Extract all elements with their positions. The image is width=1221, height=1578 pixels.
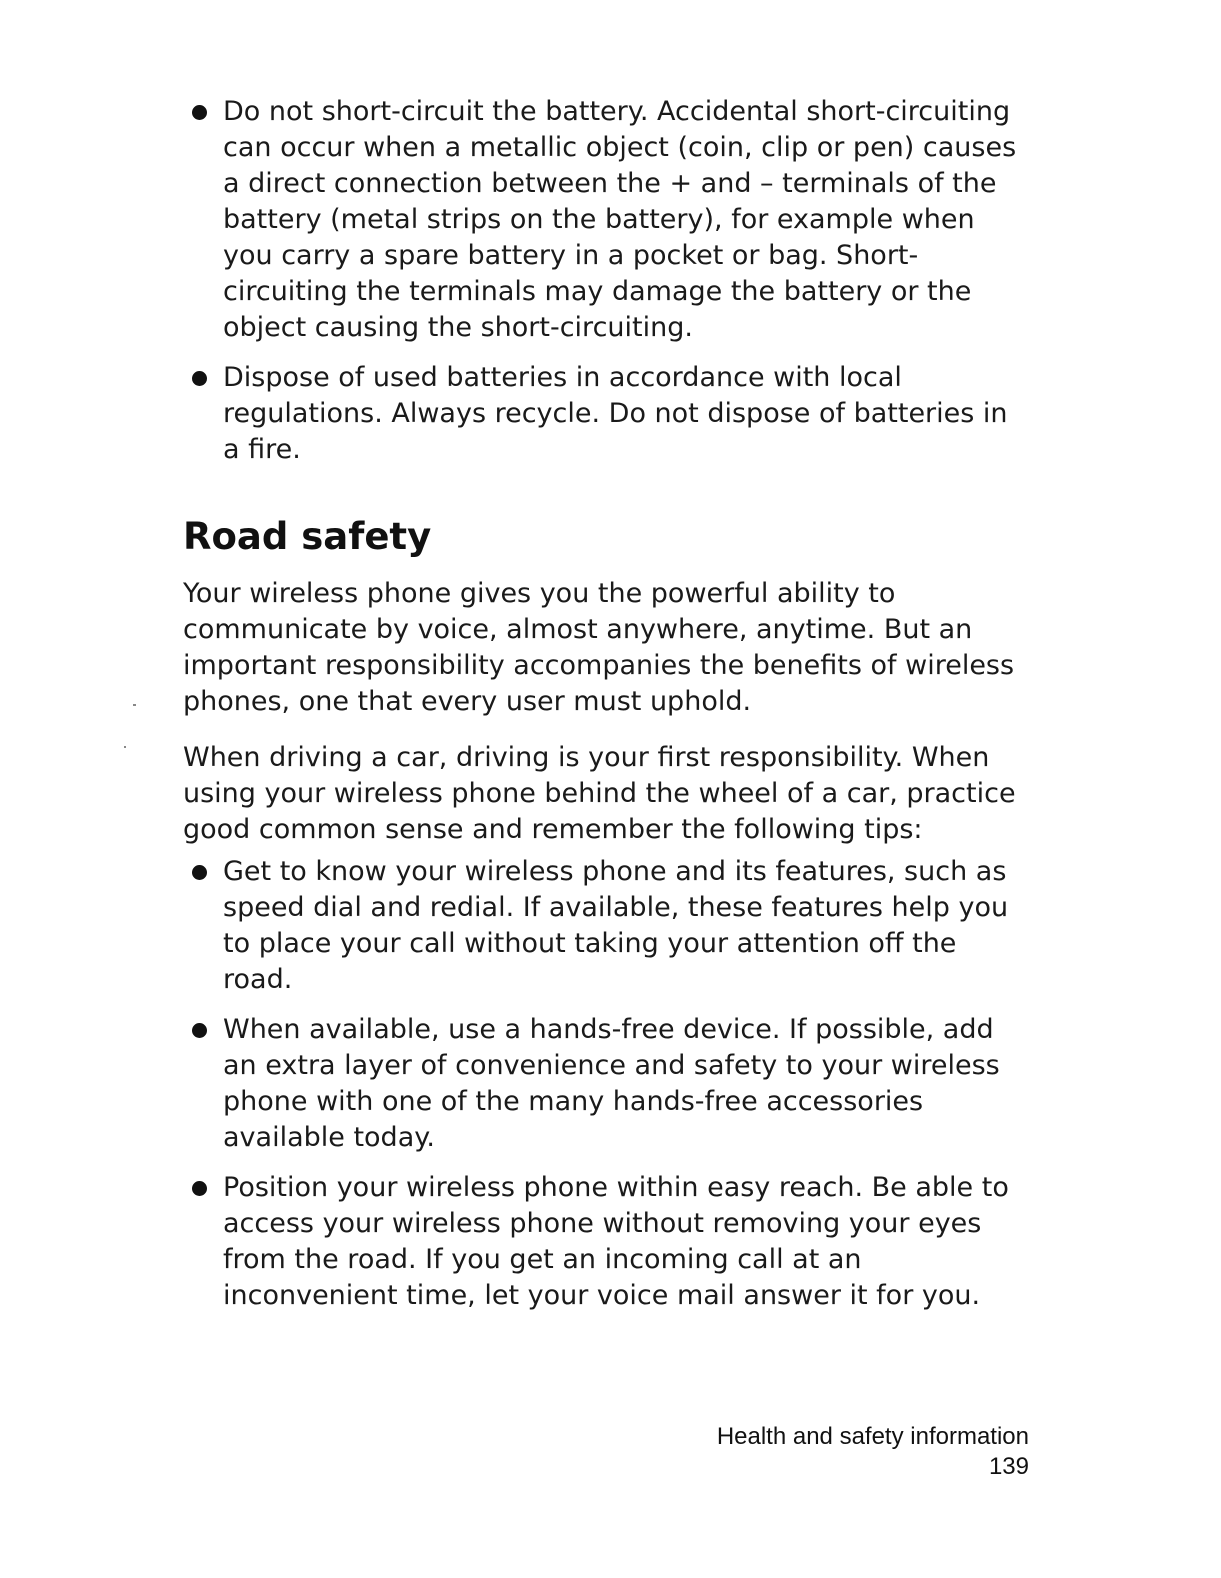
bullet-text: Get to know your wireless phone and its features, such as speed dial and redial. If available, these features help you to place your call without taking your attention off the road. [223, 856, 1009, 995]
intro-paragraph: Your wireless phone gives you the powerful ability to communicate by voice, almost anywhere, anytime. But an important responsibility accompanies the benefits of wireless phones, one that every user must uphold. [183, 578, 1015, 717]
list-item [190, 1012, 1030, 1156]
list-item [190, 1170, 1030, 1314]
bullet-icon [192, 1181, 207, 1196]
page-number: 139 [988, 1453, 1029, 1480]
scan-speck [124, 746, 126, 748]
footer-section-title: Health and safety information [716, 1423, 1029, 1450]
driving-tips-list [190, 854, 1030, 1328]
list-item [190, 94, 1030, 346]
section-heading: Road safety [183, 515, 432, 558]
bullet-text: When available, use a hands-free device. If possible, add an extra layer of convenience and safety to your wireless phone with one of the many hands-free accessories available today. [223, 1014, 1000, 1153]
bullet-text: Dispose of used batteries in accordance with local regulations. Always recycle. Do not dispose of batteries in a fire. [223, 362, 1008, 465]
list-item [190, 854, 1030, 998]
bullet-icon [192, 371, 207, 386]
bullet-text: Do not short-circuit the battery. Accidental short-circuiting can occur when a metallic object (coin, clip or pen) causes a direct connection between the + and – terminals of the battery (metal strips on the battery), for example when you carry a spare battery in a pocket or bag. Short-circuiting the terminals may damage the battery or the object causing the short-circuiting. [223, 96, 1017, 343]
list-item [190, 360, 1030, 468]
bullet-icon [192, 1023, 207, 1038]
bullet-icon [192, 105, 207, 120]
scan-speck [133, 704, 136, 706]
driving-paragraph: When driving a car, driving is your first responsibility. When using your wireless phone behind the wheel of a car, practice good common sense and remember the following tips: [183, 742, 1016, 845]
battery-bullet-list [190, 94, 1030, 482]
bullet-text: Position your wireless phone within easy reach. Be able to access your wireless phone without removing your eyes from the road. If you get an incoming call at an inconvenient time, let your voice mail answer it for you. [223, 1172, 1009, 1311]
bullet-icon [192, 865, 207, 880]
